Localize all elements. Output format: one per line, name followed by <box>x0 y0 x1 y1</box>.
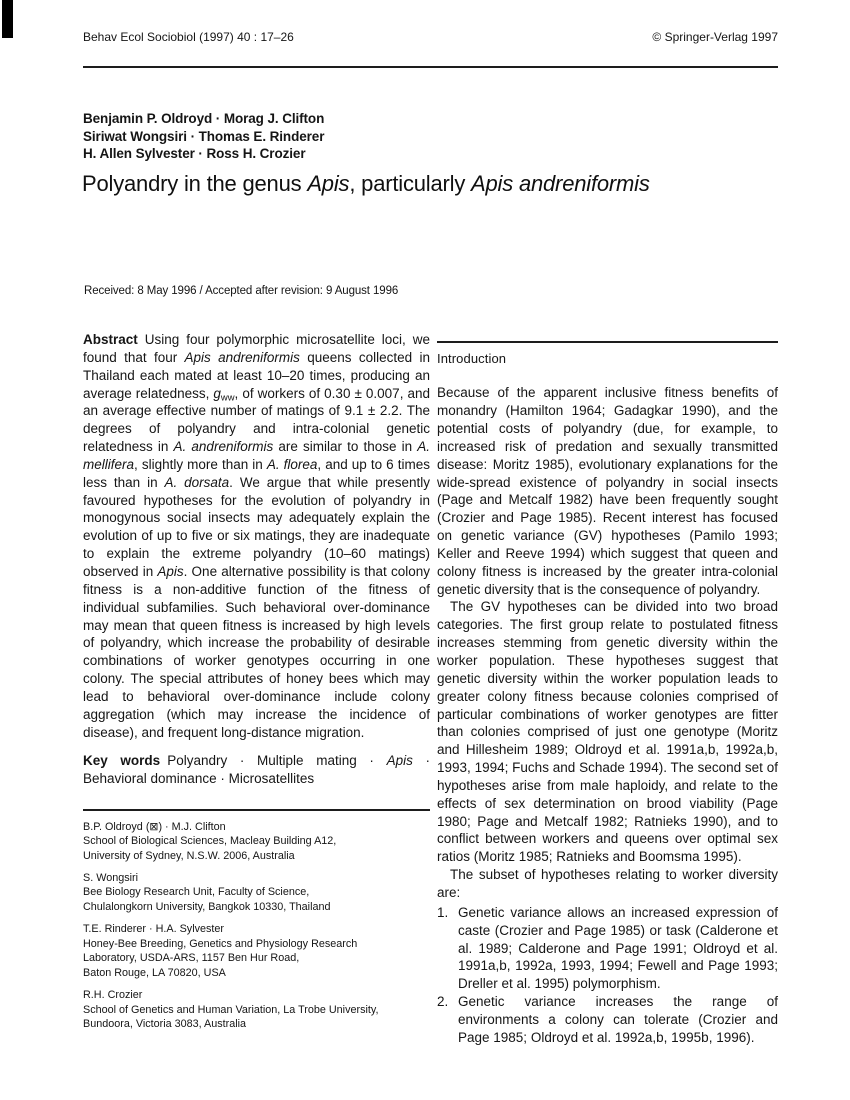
author-line: Benjamin P. Oldroyd · Morag J. Clifton <box>83 111 325 126</box>
introduction-body <box>437 384 778 1046</box>
introduction-paragraph: The GV hypotheses can be divided into two broad categories. The first group relate to postulated fitness increases stemming from genetic diversity within the worker population. These hypotheses suggest that genetic diversity within the worker population leads to greater colony fitness because colonies comprised of particular combinations of worker genotypes are fitter than colonies comprised of just one genotype (Moritz and Hillesheim 1989; Oldroyd et al. 1991a,b, 1992a,b, 1993, 1994; Fuchs and Schade 1994). The second set of hypotheses arise from male haploidy, and relate to the effects of sex determination on brood viability (Page 1980; Page and Metcalf 1982; Ratnieks 1990), and to conflict between workers and queens over optimal sex ratios (Moritz 1985; Ratnieks and Boomsma 1995). <box>437 599 778 865</box>
affiliation-line: Bee Biology Research Unit, Faculty of Science, <box>83 886 310 899</box>
affiliation-line: Chulalongkorn University, Bangkok 10330, Thailand <box>83 901 331 914</box>
author-line: Siriwat Wongsiri · Thomas E. Rinderer <box>83 128 325 144</box>
affiliation-line: School of Genetics and Human Variation, La Trobe University, <box>83 1003 379 1016</box>
left-column <box>83 331 430 1039</box>
affiliation-line: School of Biological Sciences, Macleay Building A12, <box>83 835 337 848</box>
footnote-rule <box>83 809 430 811</box>
journal-citation: Behav Ecol Sociobiol (1997) 40 : 17–26 <box>83 30 294 44</box>
list-item-number: 2. <box>437 994 449 1010</box>
affiliation-names: T.E. Rinderer · H.A. Sylvester <box>83 923 224 936</box>
author-line: H. Allen Sylvester · Ross H. Crozier <box>83 146 306 161</box>
affiliation-block <box>83 820 430 864</box>
affiliation-block <box>83 871 430 915</box>
affiliation-names: R.H. Crozier <box>83 989 143 1002</box>
author-block <box>83 110 324 163</box>
introduction-paragraph: The subset of hypotheses relating to worker diversity are: <box>437 867 778 900</box>
list-item <box>437 904 778 993</box>
article-title: Polyandry in the genus Apis, particularly Apis andreniformis <box>82 171 650 196</box>
affiliations <box>83 820 430 1032</box>
list-item-text: Genetic variance increases the range of environments a colony can tolerate (Crozier and Page 1985; Oldroyd et al. 1992a,b, 1995b, 1996). <box>458 994 778 1045</box>
header-rule <box>83 66 778 68</box>
received-accepted-dates: Received: 8 May 1996 / Accepted after revision: 9 August 1996 <box>84 285 399 297</box>
affiliation-block <box>83 922 430 980</box>
keywords-text: Polyandry · Multiple mating · Apis · Behavioral dominance · Microsatellites <box>83 753 430 787</box>
affiliation-names: S. Wongsiri <box>83 871 139 884</box>
keywords-label: Key words <box>83 753 161 769</box>
affiliation-names: B.P. Oldroyd (⊠) · M.J. Clifton <box>83 820 226 833</box>
abstract-text: Using four polymorphic microsatellite loci, we found that four Apis andreniformis queens collected in Thailand each mated at least 10–20 times, producing an average relatedness, $g_{ww}$, of workers of 0.30 ± 0.007, and an average effective number of matings of 9.1 ± 2.2. The degrees of polyandry and intra-colonial genetic relatedness in A. andreniformis are similar to those in A. mellifera, slightly more than in A. florea, and up to 6 times less than in A. dorsata. We argue that while presently favoured hypotheses for the evolution of polyandry in monogynous social insects may adequately explain the evolution of up to five or six matings, they are inadequate to explain the extreme polyandry (10–60 matings) observed in Apis. One alternative possibility is that colony fitness is a non-additive function of the fitness of individual subfamilies. Such behavioral over-dominance may mean that queen fitness is increased by high levels of polyandry, which increase the probability of desirable combinations of worker genotypes occurring in one colony. The special attributes of honey bees which may lead to behavioral over-dominance include colony aggregation (which may increase the incidence of disease), and frequent long-distance migration. <box>83 332 430 740</box>
section-rule <box>437 341 778 343</box>
copyright-notice: © Springer-Verlag 1997 <box>652 30 778 44</box>
list-item <box>437 993 778 1047</box>
introduction-paragraph: Because of the apparent inclusive fitness benefits of monandry (Hamilton 1964; Gadagkar 1990), and the potential costs of polyandry (due, for example, to increased risk of predation and sexually transmitted disease: Moritz 1985), evolutionary explanations for the wide-spread existence of polyandry in social insects (Page and Metcalf 1982) have been frequently sought (Crozier and Page 1985). Recent interest has focused on genetic variance (GV) hypotheses (Pamilo 1993; Keller and Reeve 1994) which suggest that queen and colony fitness is increased by the greater intra-colonial genetic diversity that is the consequence of polyandry. <box>437 385 778 597</box>
list-item-number: 1. <box>437 904 449 920</box>
introduction-heading: Introduction <box>437 350 507 366</box>
affiliation-block <box>83 988 430 1032</box>
hypotheses-list <box>437 904 778 1047</box>
journal-header <box>83 30 778 44</box>
affiliation-line: Bundoora, Victoria 3083, Australia <box>83 1018 247 1031</box>
affiliation-line: Honey-Bee Breeding, Genetics and Physiology Research <box>83 937 358 950</box>
affiliation-line: University of Sydney, N.S.W. 2006, Australia <box>83 849 295 862</box>
list-item-text: Genetic variance allows an increased expression of caste (Crozier and Page 1985) or task (Calderone et al. 1989; Calderone and Page 1991; Oldroyd et al. 1991a,b, 1992a, 1993, 1994; Fewell and Page 1993; Dreller et al. 1995) polymorphism. <box>458 904 778 992</box>
abstract-paragraph <box>83 331 430 741</box>
affiliation-line: Baton Rouge, LA 70820, USA <box>83 966 226 979</box>
affiliation-line: Laboratory, USDA-ARS, 1157 Ben Hur Road, <box>83 952 300 965</box>
abstract-label: Abstract <box>83 332 138 347</box>
scan-artifact-mark <box>2 0 13 38</box>
keywords-paragraph <box>83 752 430 788</box>
right-column <box>437 330 778 1047</box>
